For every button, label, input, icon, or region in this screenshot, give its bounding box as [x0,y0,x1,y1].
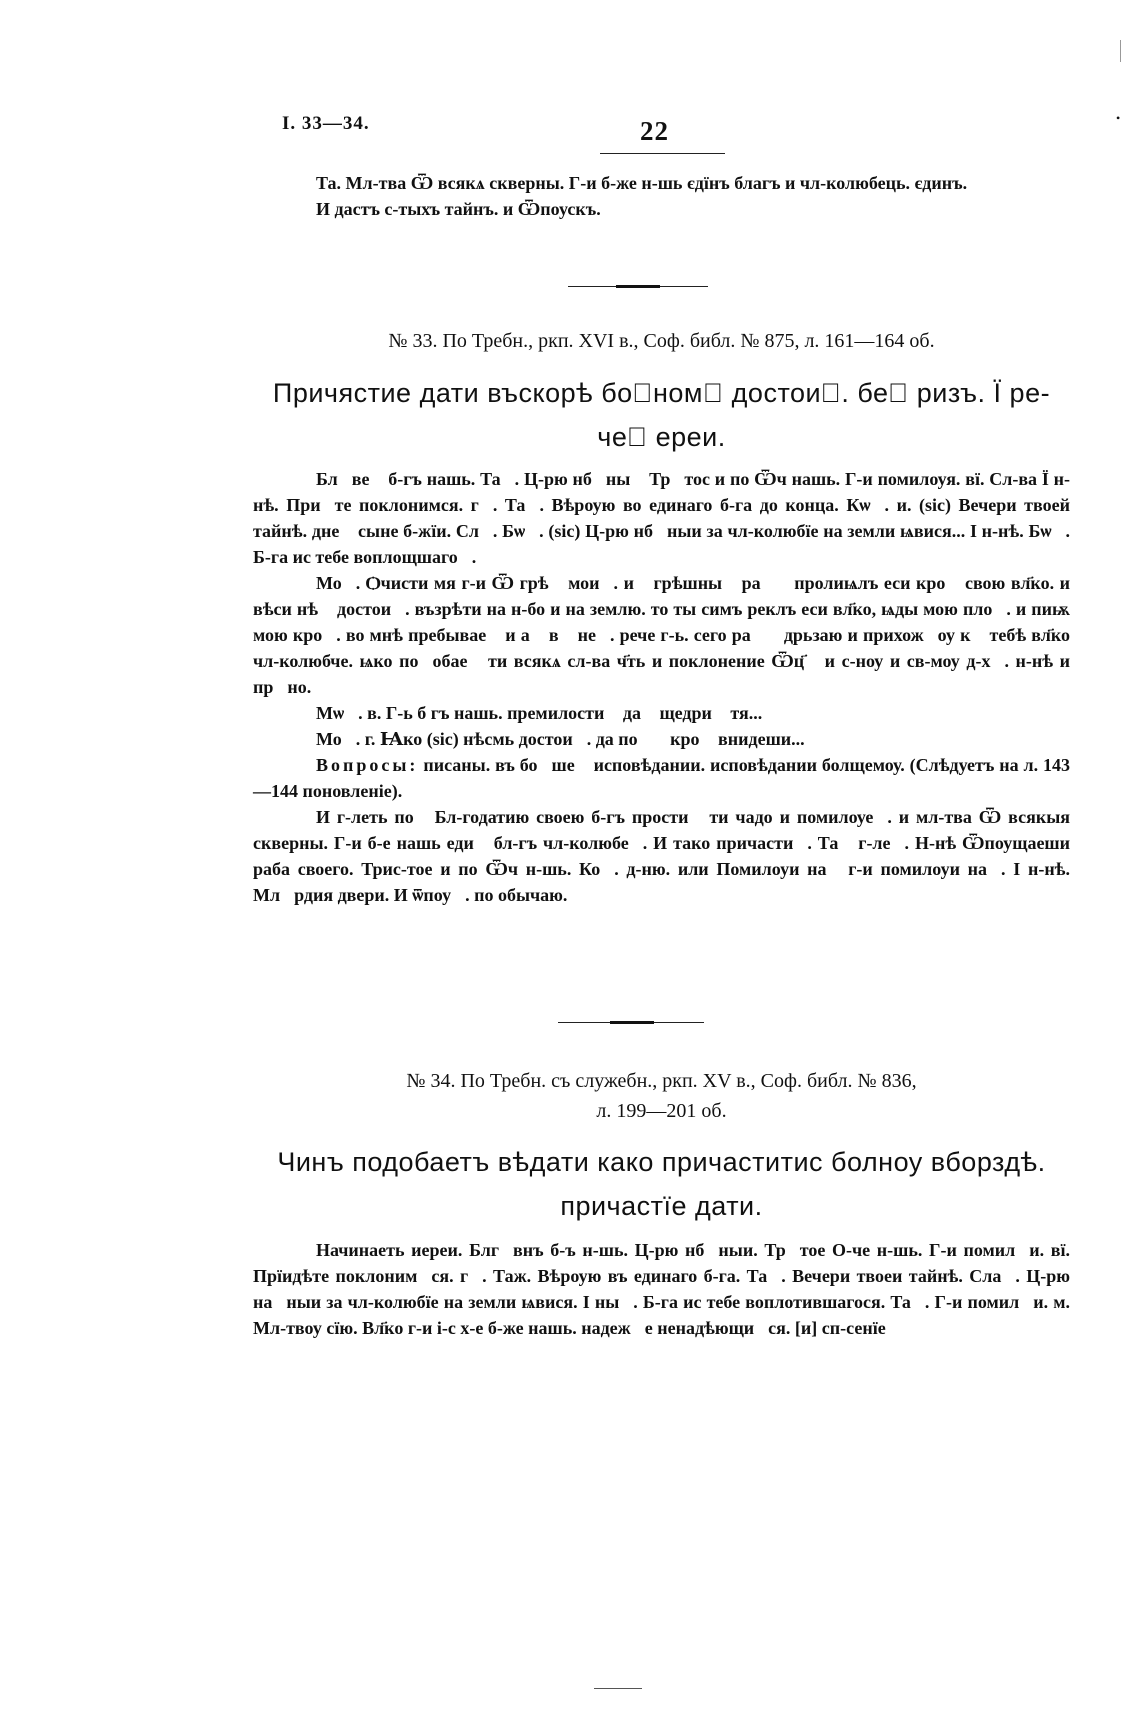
section-33-para-2: Моⷧ. Ѻчисти мя г-и Ѿ грѣⷯ моиⷯ. иⷨ грѣшныⷯ раⷣⷨ пролиѩлъ еси кроⷡ свою вл҃ко. и вѣси нѣⷨ достоиⷩ. възрѣти на н-бо и на землю. то ты симъ реклъ еси вл҃ко, ѩды мою плоⷮ. и пиѭ мою кроⷡ. во мнѣ пребываеⷮ и аⷥ вⷥ неⷨ. рече г-ь. сего раⷣⷨ дрьзаю и прихожⷣоу кⷥ тебѣ вл҃ко чл-колюбче. ѩко поⷦобаеⷮ ти всякѧ сл-ва ч҃ть и поклонение Ѿц҃ꙋ и с-ноу и св-моу д-хꙋ. н-нѣ и прⷭно. [253,573,1070,697]
section-33-para-5 [253,752,1070,804]
bottom-rule [594,1688,642,1689]
section-34-title-line-2: причастїе дати. [560,1191,763,1221]
margin-scan-mark [1120,40,1121,62]
section-34-title-line-1: Чинъ подобаетъ вѣдати како причаститис болноу вборздѣ. [277,1147,1046,1177]
section-33-para-3: Мѡⷧ. в. Г-ь б гъ нашь. премилостиⷡ да ꙋщедриⷮ тя... [316,703,763,723]
page-number-rule [600,153,725,154]
section-33-title-line-2: чеⷮ ереи. [597,422,726,452]
section-34-title [253,1140,1070,1228]
section-34-para-1: Начинаеть иереи. Блгⷭвнъ б-ъ н-шь. Ц-рю нбⷭныи. Трⷭтое О-че н-шь. Г-и помилꙋи. вї. Прїидѣте поклонимⷭся. гⷨ. Таж. Вѣроую въ единаго б-га. Таⷤ. Вечери твоеи тайнѣ. Слаⷡ. Ц-рю наⷭныи за чл-колюбїе на земли ѩвися. І ныⷩ. Б-га ис тебе воплотившагося. Таⷤ. Г-и помилꙋи. м. Мл-твоу сїю. Вл҃ко г-и і-с х-е б-же нашь. надежⷣе ненадѣющиⷨся. [и] сп-сенїе [253,1240,1070,1338]
intro-line-1: Та. Мл-тва Ѿ всякѧ скверны. Г-и б-же н-шь єдїнъ благъ и чл-колюбець. єдинъ. [316,173,968,193]
section-33-para-1: Блⷭвеⷩ б-гъ нашь. Таⷤ. Ц-рю нбⷭныⷨ Трⷭтос и по Ѿч нашь. Г-и помилоуя. вї. Сл-ва Ї н-нѣ. Приⷣте поклонимся. гⷨ. Таⷤ. Вѣроую во единаго б-га до конца. Кѡⷰ. и. (sic) Вечери твоей тайнѣ. днеⷭ сыне б-жїи. Слⷡ. Бѡⷢ. (sic) Ц-рю нбⷭныи за чл-колюбїе на земли ѩвися... І н-нѣ. Бѡⷢ. Б-га ис тебе воплощшагоⷭ. [253,469,1070,567]
intro-line-2: И дастъ с-тыхъ тайнъ. и Ѿпоускъ. [316,199,601,219]
section-34-source-line-2: л. 199—201 об. [596,1100,727,1122]
section-34-source [253,1066,1070,1126]
section-34-body [253,1237,1070,1341]
page-number: 22 [640,116,669,146]
header-reference: I. 33—34. [282,113,370,134]
questions-text: писаны. въ боⷧшеⷨ исповѣдании. исповѣдании болщемоу. (Слѣдуетъ на л. 143—144 поновленіе). [253,755,1071,801]
section-34-source-line-1: № 34. По Требн. съ служебн., ркп. XV в., Соф. библ. № 836, [406,1070,917,1092]
section-33-title-line-1: Причястие дати въскорѣ боⷧномꙋ достоиⷮ. беⷥ ризъ. Ї ре- [272,378,1051,408]
section-33-para-6: И г-леть поⷫ Бл-годатию своею б-гъ простиⷮ ти чадо и помилоуеⷮ. и мл-тва Ѿ всякыя скверны. Г-и б-е нашь еди‍ⷩ бл-гъ чл-колюбеⷰ. И тако причастиⷮ. Таⷤ г-леⷮ. Н-нѣ Ѿпоущаеши раба своего. Трис-тое и по Ѿч н-шь. Коⷩ. д-ню. или Помилоуи наⷭ г-и помилоуи наⷭ. І н-нѣ. Млⷭрдия двери. И ѿпоуⷭ. по обычаю. [253,807,1070,905]
section-33-para-4: Моⷧ. г. Ꙗко (sic) нѣсмь достоиⷩ. да поⷣⷪ кроⷡ внидеши... [316,729,805,749]
intro-block [253,170,1070,222]
section-33-title [253,371,1070,459]
questions-label: Вопросы: [316,755,419,775]
section-33-body [253,466,1070,908]
section-33-source: № 33. По Требн., ркп. XVI в., Соф. библ. № 875, л. 161—164 об. [388,330,935,352]
margin-dot: • [1116,111,1121,125]
